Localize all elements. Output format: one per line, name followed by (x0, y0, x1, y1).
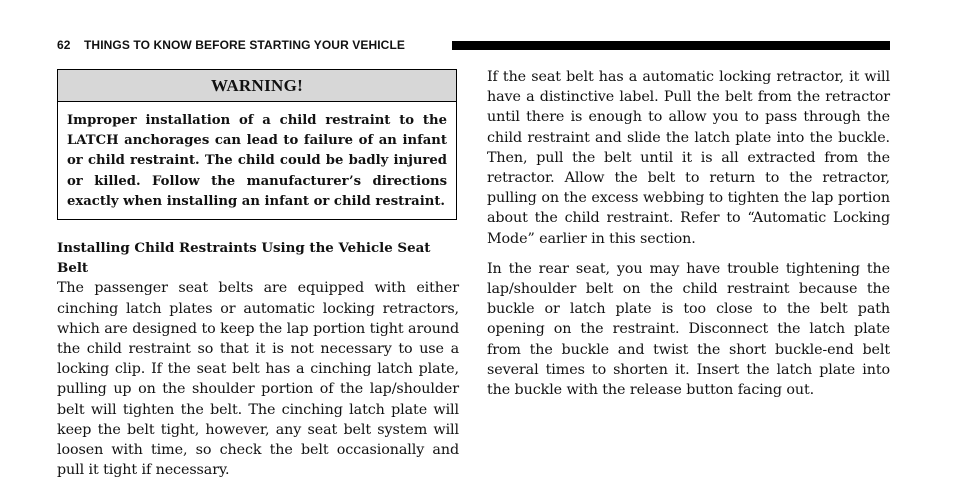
page-header (57, 37, 890, 53)
warning-box (57, 69, 457, 220)
header-rule (452, 41, 890, 50)
running-title: THINGS TO KNOW BEFORE STARTING YOUR VEHICLE (84, 38, 405, 52)
warning-title: WARNING! (58, 70, 456, 102)
left-paragraph: The passenger seat belts are equipped with either cinching latch plates or automatic locking retractors, which are designed to keep the lap portion tight around the child restraint so that it is not necessary to use a locking clip. If the seat belt has a cinching latch plate, pulling up on the shoulder portion of the lap/shoulder belt will tighten the belt. The cinching latch plate will keep the belt tight, however, any seat belt system will loosen with time, so check the belt occasionally and pull it tight if necessary. (57, 280, 459, 479)
warning-text: Improper installation of a child restraint to the LATCH anchorages can lead to failure of an infant or child restraint. The child could be badly injured or killed. Follow the manufacturer’s directions exactly when installing an infant or child restraint. (67, 113, 447, 209)
left-column (57, 238, 459, 480)
right-paragraph-2: In the rear seat, you may have trouble tightening the lap/shoulder belt on the child restraint because the buckle or latch plate is too close to the belt path opening on the restraint. Disconnect the latch plate from the buckle and twist the short buckle-end belt several times to shorten it. Insert the latch plate into the buckle with the release button facing out. (487, 260, 890, 399)
page-number: 62 (57, 38, 71, 52)
right-paragraph-1: If the seat belt has a automatic locking retractor, it will have a distinctive label. Pull the belt from the retractor until there is enough to allow you to pass through the child restraint and slide the latch plate into the buckle. Then, pull the belt until it is all extracted from the retractor. Allow the belt to return to the retractor, pulling on the excess webbing to tighten the lap portion about the child restraint. Refer to “Automatic Locking Mode” earlier in this section. (487, 69, 890, 247)
section-heading: Installing Child Restraints Using the Vehicle Seat Belt (57, 240, 431, 277)
right-column (487, 67, 890, 400)
